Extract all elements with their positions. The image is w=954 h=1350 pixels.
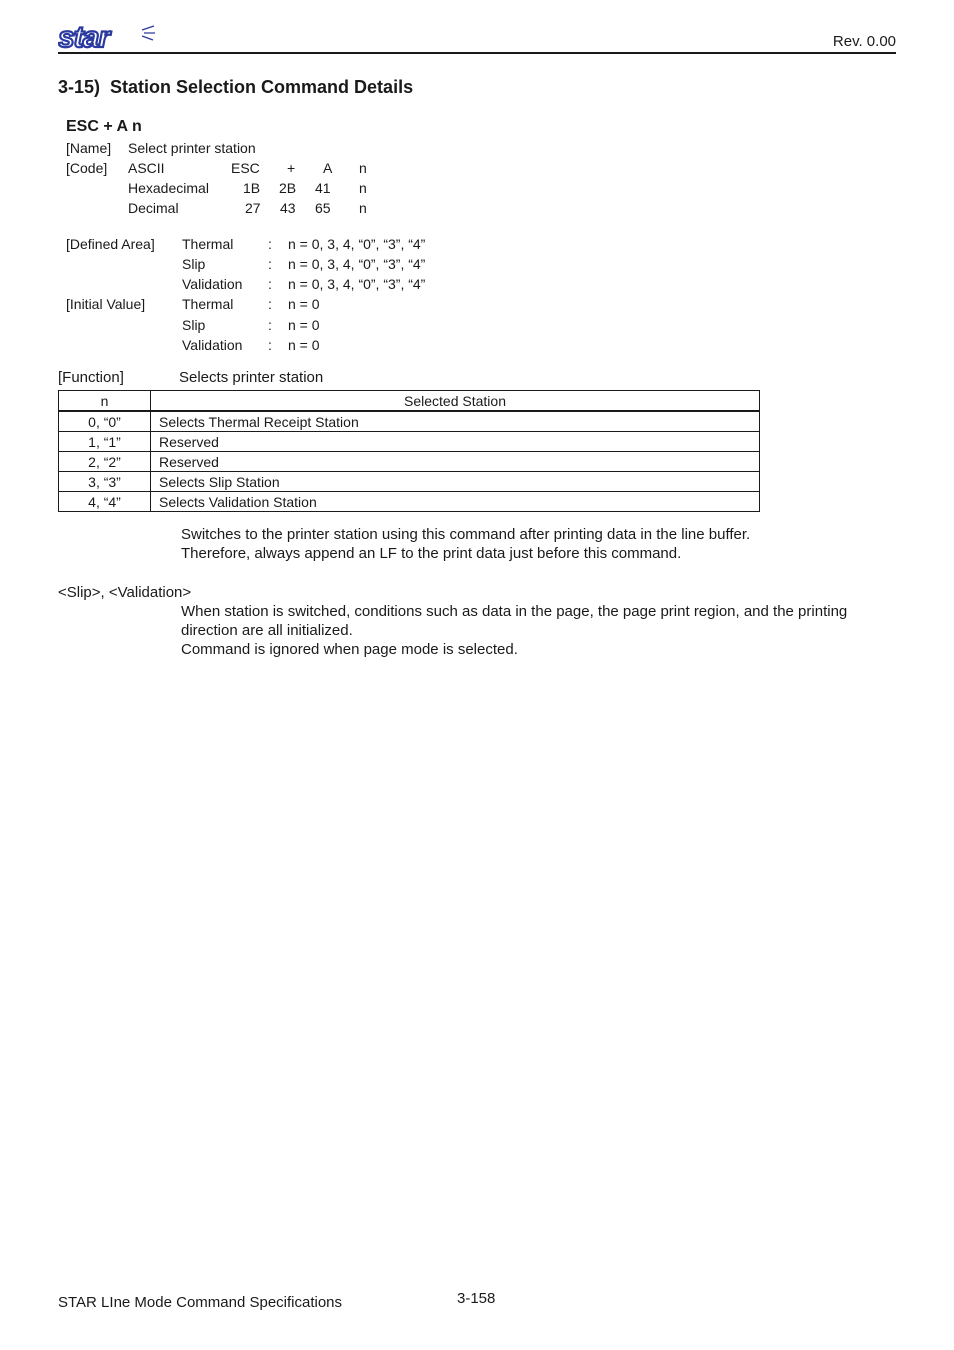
table-header-n: n (59, 391, 151, 412)
table-cell-n: 4, “4” (59, 492, 151, 512)
code-label: [Code] (66, 160, 108, 176)
table-row (59, 472, 760, 492)
header-rule (58, 52, 896, 54)
initial-value-label: [Initial Value] (66, 296, 146, 312)
table-cell-station: Selects Validation Station (151, 492, 760, 512)
code-kind: Decimal (128, 200, 179, 216)
initial-value-station: Validation (182, 337, 243, 353)
code-c1: 1B (243, 180, 261, 196)
code-c3: A (323, 160, 333, 176)
defined-area-sep: : (268, 236, 272, 252)
table-cell-station: Selects Thermal Receipt Station (151, 411, 760, 432)
slip-validation-label: <Slip>, <Validation> (58, 584, 192, 601)
code-c4: n (359, 200, 367, 216)
table-row (59, 452, 760, 472)
function-value: Selects printer station (179, 369, 324, 386)
table-row (59, 432, 760, 452)
command-name: ESC + A n (66, 118, 142, 135)
defined-area-station: Validation (182, 276, 243, 292)
function-label: [Function] (58, 369, 124, 386)
table-cell-n: 3, “3” (59, 472, 151, 492)
defined-area-value: n = 0, 3, 4, “0”, “3”, “4” (288, 276, 426, 292)
code-c1: 27 (245, 200, 261, 216)
code-c2: 43 (280, 200, 296, 216)
table-header-row (59, 391, 760, 412)
table-cell-station: Reserved (151, 432, 760, 452)
name-value: Select printer station (128, 140, 256, 156)
defined-area-sep: : (268, 276, 272, 292)
code-kind: Hexadecimal (128, 180, 209, 196)
function-note: Therefore, always append an LF to the print data just before this command. (181, 545, 682, 562)
code-c3: 41 (315, 180, 331, 196)
function-note: Switches to the printer station using this command after printing data in the line buffer. (181, 526, 751, 543)
star-logo-spark (142, 26, 155, 40)
slip-validation-line: Command is ignored when page mode is selected. (181, 641, 518, 658)
footer-doc-title: STAR LIne Mode Command Specifications (58, 1294, 343, 1311)
table-cell-station: Selects Slip Station (151, 472, 760, 492)
table-header-station: Selected Station (151, 391, 760, 412)
initial-value-station: Slip (182, 317, 206, 333)
name-label: [Name] (66, 140, 112, 156)
table-cell-station: Reserved (151, 452, 760, 472)
code-c2: + (287, 160, 296, 176)
defined-area-value: n = 0, 3, 4, “0”, “3”, “4” (288, 236, 426, 252)
defined-area-station: Slip (182, 256, 206, 272)
code-c1: ESC (231, 160, 260, 176)
code-c4: n (359, 180, 367, 196)
table-cell-n: 0, “0” (59, 411, 151, 432)
slip-validation-line: When station is switched, conditions such as data in the page, the page print region, and the printing (181, 603, 848, 620)
code-c4: n (359, 160, 367, 176)
section-title: 3-15) Station Selection Command Details (58, 77, 414, 97)
code-kind: ASCII (128, 160, 165, 176)
table-row (59, 411, 760, 432)
initial-value-station: Thermal (182, 296, 234, 312)
defined-area-station: Thermal (182, 236, 234, 252)
table-row (59, 492, 760, 512)
star-logo-text: star (58, 24, 110, 50)
table-cell-n: 1, “1” (59, 432, 151, 452)
star-logo (58, 24, 156, 50)
revision-label: Rev. 0.00 (832, 33, 896, 50)
initial-value-value: n = 0 (288, 317, 320, 333)
defined-area-value: n = 0, 3, 4, “0”, “3”, “4” (288, 256, 426, 272)
defined-area-sep: : (268, 256, 272, 272)
initial-value-sep: : (268, 337, 272, 353)
code-c2: 2B (279, 180, 297, 196)
initial-value-value: n = 0 (288, 296, 320, 312)
footer-page-number: 3-158 (457, 1290, 496, 1307)
defined-area-label: [Defined Area] (66, 236, 155, 252)
slip-validation-line: direction are all initialized. (181, 622, 353, 639)
code-c3: 65 (315, 200, 331, 216)
initial-value-sep: : (268, 296, 272, 312)
initial-value-sep: : (268, 317, 272, 333)
initial-value-value: n = 0 (288, 337, 320, 353)
station-table (58, 390, 760, 512)
table-cell-n: 2, “2” (59, 452, 151, 472)
